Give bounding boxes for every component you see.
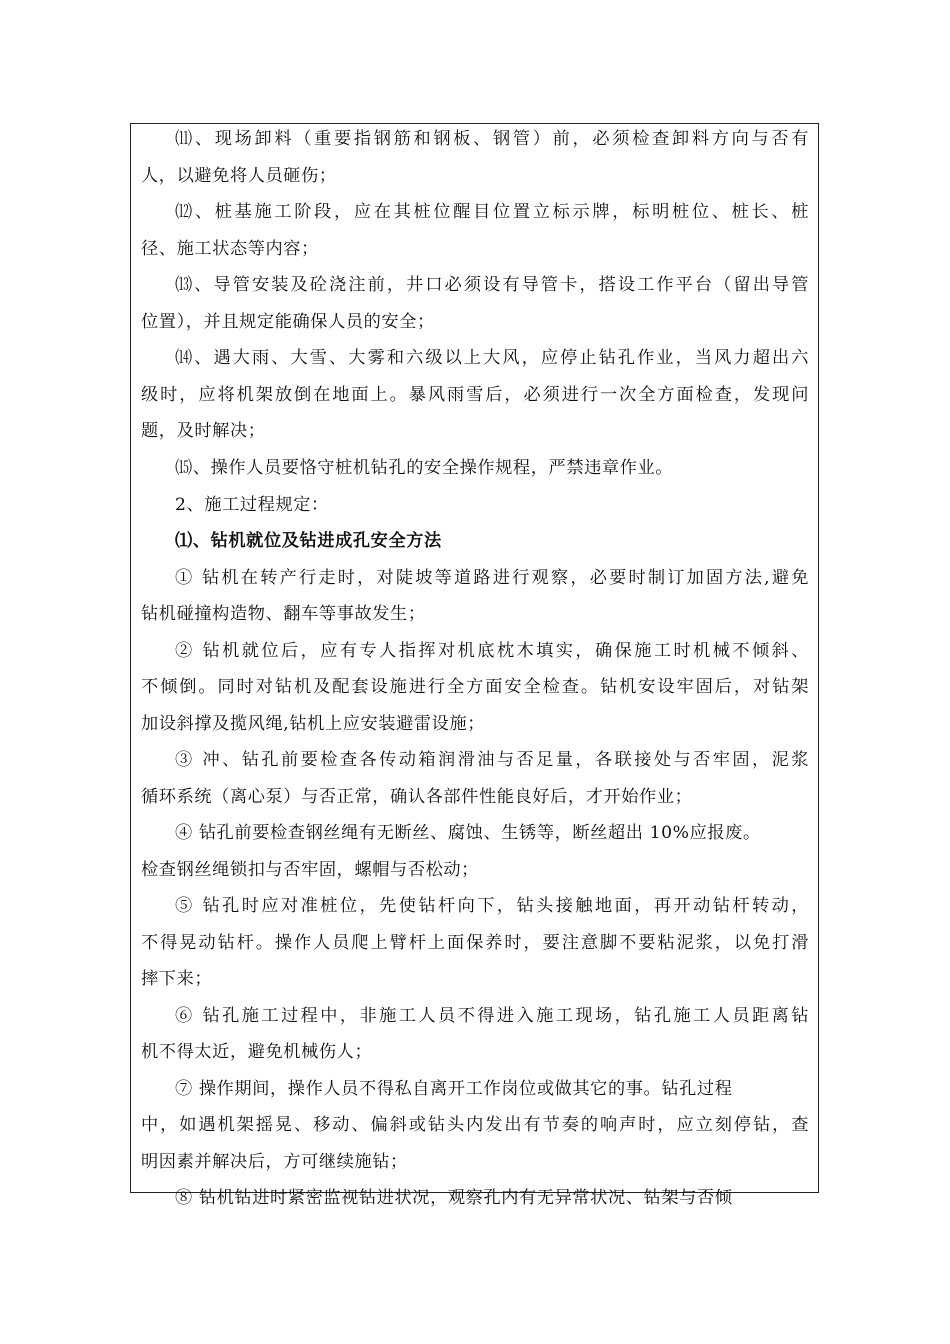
item-4-line-1: ④ 钻孔前要检查钢丝绳有无断丝、腐蚀、生锈等，断丝超出 10%应报废。 <box>175 823 761 843</box>
paragraph-14-line-1: ⒁、遇大雨、大雪、大雾和六级以上大风，应停止钻孔作业，当风力超出六 <box>175 348 809 368</box>
item-2-line-3: 加设斜撑及揽风绳,钻机上应安装避雷设施； <box>141 714 486 734</box>
paragraph-14-line-3: 题，及时解决； <box>141 421 266 441</box>
item-5-line-2: 不得晃动钻杆。操作人员爬上臂杆上面保养时，要注意脚不要粘泥浆，以免打滑 <box>141 933 809 953</box>
paragraph-15-line-1: ⒂、操作人员要恪守桩机钻孔的安全操作规程，严禁违章作业。 <box>175 458 674 478</box>
item-7-line-1: ⑦ 操作期间，操作人员不得私自离开工作岗位或做其它的事。钻孔过程 <box>175 1079 733 1099</box>
item-1-line-2: 钻机碰撞构造物、翻车等事故发生； <box>141 604 426 624</box>
paragraph-12-line-1: ⑿、桩基施工阶段，应在其桩位醒目位置立标示牌，标明桩位、桩长、桩 <box>175 202 809 222</box>
paragraph-13-line-2: 位置），并且规定能确保人员的安全； <box>141 312 435 332</box>
item-7-line-3: 明因素并解决后，方可继续施钻； <box>141 1152 408 1172</box>
item-3-line-1: ③ 冲、钻孔前要检查各传动箱润滑油与否足量，各联接处与否牢固，泥浆 <box>175 750 809 770</box>
item-3-line-2: 循环系统（离心泵）与否正常，确认各部件性能良好后，才开始作业； <box>141 787 693 807</box>
section-heading-2: 2、施工过程规定： <box>175 495 329 515</box>
item-7-line-2: 中，如遇机架摇晃、移动、偏斜或钻头内发出有节奏的响声时，应立刻停钻，查 <box>141 1115 809 1135</box>
item-2-line-2: 不倾倒。同时对钻机及配套设施进行全方面安全检查。钻机安设牢固后，对钻架 <box>141 677 809 697</box>
paragraph-11-line-1: ⑾、现场卸料（重要指钢筋和钢板、钢管）前，必须检查卸料方向与否有 <box>175 129 809 149</box>
item-5-line-1: ⑤ 钻孔时应对准桩位，先使钻杆向下，钻头接触地面，再开动钻杆转动， <box>175 896 809 916</box>
paragraph-11-line-2: 人，以避免将人员砸伤； <box>141 166 337 186</box>
paragraph-14-line-2: 级时，应将机架放倒在地面上。暴风雨雪后，必须进行一次全方面检查，发现问 <box>141 385 809 405</box>
item-6-line-1: ⑥ 钻孔施工过程中，非施工人员不得进入施工现场，钻孔施工人员距离钻 <box>175 1006 809 1026</box>
paragraph-13-line-1: ⒀、导管安装及砼浇注前，井口必须设有导管卡，搭设工作平台（留出导管 <box>175 275 809 295</box>
item-4-line-2: 检查钢丝绳锁扣与否牢固，螺帽与否松动； <box>141 860 479 880</box>
item-1-line-1: ① 钻机在转产行走时，对陡坡等道路进行观察，必要时制订加固方法,避免 <box>175 568 809 588</box>
item-2-line-1: ② 钻机就位后，应有专人指挥对机底枕木填实，确保施工时机械不倾斜、 <box>175 641 809 661</box>
item-6-line-2: 机不得太近，避免机械伤人； <box>141 1042 373 1062</box>
paragraph-12-line-2: 径、施工状态等内容； <box>141 239 319 259</box>
item-5-line-3: 摔下来； <box>141 969 213 989</box>
item-8-line-1: ⑧ 钻机钻进时紧密监视钻进状况，观察孔内有无异常状况、钻架与否倾 <box>175 1188 733 1208</box>
subsection-heading-1: ⑴、钻机就位及钻进成孔安全方法 <box>175 531 442 551</box>
